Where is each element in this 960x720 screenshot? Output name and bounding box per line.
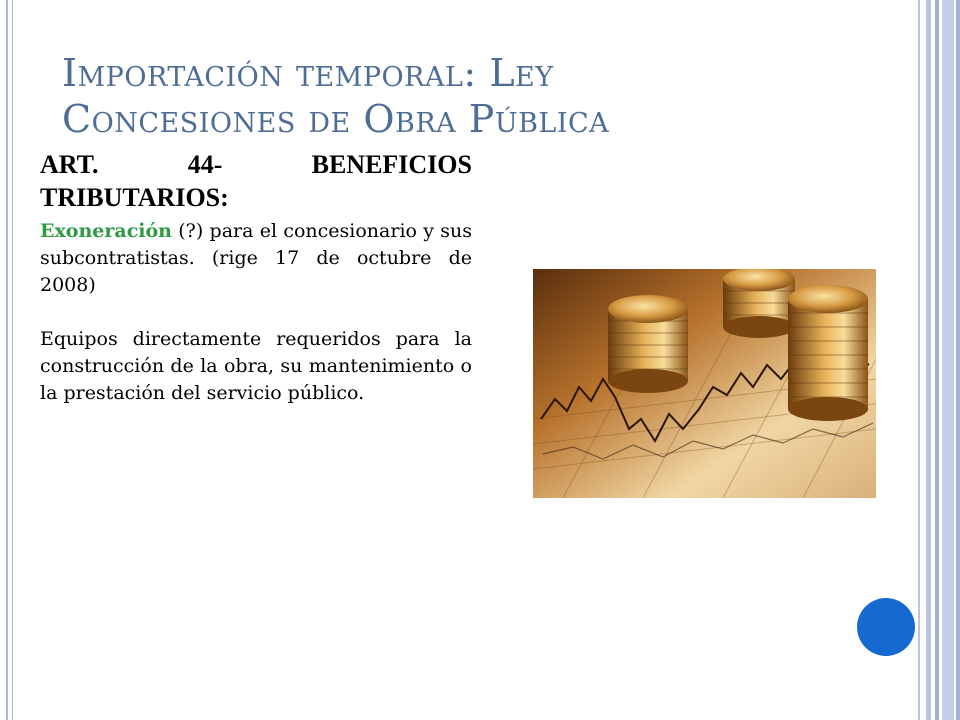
right-stripe [935, 0, 939, 720]
decorative-blue-circle [857, 598, 915, 656]
coins-chart-illustration [533, 269, 876, 498]
right-stripe [942, 0, 954, 720]
right-stripe [926, 0, 931, 720]
left-border-line [6, 0, 8, 720]
highlight-exoneracion: Exoneración [40, 220, 172, 242]
coin-stack-left [608, 295, 688, 393]
left-border-line-inner [12, 0, 13, 720]
slide-title [62, 50, 882, 142]
slide-title-line-2: Concesiones de Obra Pública [62, 97, 610, 141]
coins-chart-photo [533, 269, 876, 498]
slide-title-line-1: Importación temporal: Ley [62, 51, 554, 95]
coin-stack-middle [723, 269, 795, 338]
slide-body [40, 148, 472, 407]
article-heading: ART. 44- BENEFICIOS TRIBUTARIOS: [40, 150, 472, 212]
paragraph-equipment: Equipos directamente requeridos para la construcción de la obra, su mantenimiento o la prestación del servicio público. [40, 328, 472, 404]
right-stripe [918, 0, 920, 720]
paragraph-exoneration [40, 218, 472, 299]
right-stripe [956, 0, 960, 720]
paragraph-exoneration-text: (?) para el concesionario y sus subcontratistas. (rige 17 de octubre de 2008) [40, 220, 472, 296]
coin-stack-right [788, 285, 868, 421]
